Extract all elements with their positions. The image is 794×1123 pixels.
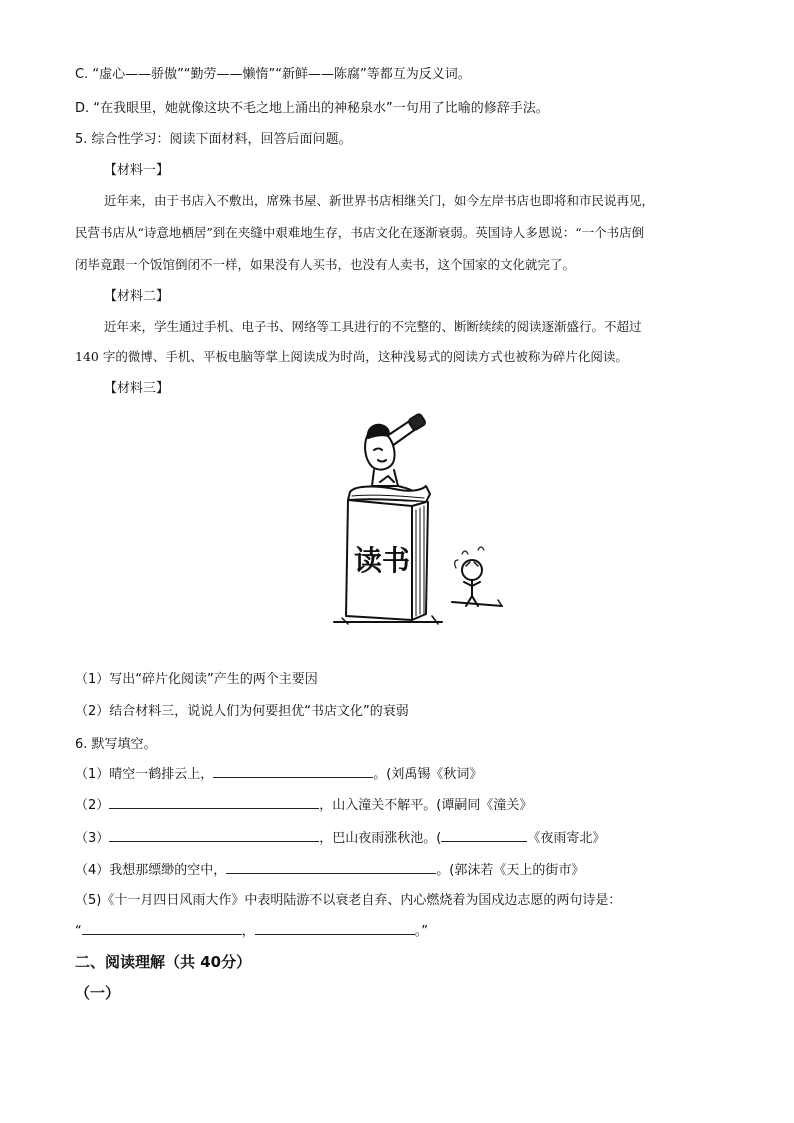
item3-prefix: （3）: [75, 831, 110, 846]
book-cover-text: 读书: [354, 544, 411, 577]
material1-heading: 【材料一】: [104, 163, 170, 178]
reading-cartoon-illustration: [322, 410, 512, 632]
q5-sub2: （2）结合材料三，说说人们为何要担优“书店文化”的衰弱: [75, 704, 409, 719]
q6-item4: [75, 860, 584, 880]
option-c: C. “虚心——骄傲”“勤劳——懒惰”“新鲜——陈腐”等都互为反义词。: [75, 67, 471, 82]
item1-suffix: 。(刘禹锡《秋词》: [373, 767, 483, 782]
answer-blank[interactable]: [109, 795, 319, 809]
material1-line: 闭毕竟跟一个饭馆倒闭不一样，如果没有人买书，也没有人卖书，这个国家的文化就完了。: [75, 257, 576, 272]
item1-prefix: （1）晴空一鹤排云上，: [75, 767, 214, 782]
item3-middle: ，巴山夜雨涨秋池。(: [319, 831, 442, 846]
item4-suffix: 。(郭沫若《天上的街市》: [436, 863, 585, 878]
section-2-title: 二、阅读理解（共 40分）: [75, 953, 252, 971]
material1-line: 近年来，由于书店入不敷出，席殊书屋、新世界书店相继关门，如今左岸书店也即将和市民说再见，: [104, 193, 655, 208]
q6-item1: [75, 764, 482, 784]
section-2-subtitle: （一）: [75, 984, 121, 1002]
item2-suffix: ，山入潼关不解平。(谭嗣同《潼关》: [319, 798, 533, 813]
material2-line: 近年来，学生通过手机、电子书、网络等工具进行的不完整的、断断续续的阅读逐渐盛行。不超过: [104, 319, 642, 334]
answer-blank[interactable]: [226, 860, 436, 874]
item5-close-quote: 。”: [414, 924, 429, 939]
item2-prefix: （2）: [75, 798, 110, 813]
q6-title: 6. 默写填空。: [75, 737, 157, 752]
item5-open-quote: “: [75, 924, 82, 939]
answer-blank[interactable]: [213, 764, 373, 778]
item3-suffix: 《夜雨寄北》: [527, 831, 606, 846]
q6-item5: （5)《十一月四日风雨大作》中表明陆游不以衰老自弃、内心燃烧着为国戍边志愿的两句诗是：: [75, 893, 622, 908]
answer-blank[interactable]: [441, 828, 527, 842]
material2-heading: 【材料二】: [104, 289, 170, 304]
q5-sub1: （1）写出“碎片化阅读”产生的两个主要因: [75, 672, 318, 687]
material1-line: 民营书店从“诗意地栖居”到在夹缝中艰难地生存，书店文化在逐渐衰弱。英国诗人多恩说：“一个书店倒: [75, 225, 645, 240]
material3-heading: 【材料三】: [104, 381, 170, 396]
q6-item2: [75, 795, 532, 815]
item5-comma: ，: [241, 924, 255, 939]
q6-item5-answer: [75, 921, 428, 941]
q5-title: 5. 综合性学习：阅读下面材料，回答后面问题。: [75, 132, 352, 147]
item4-prefix: （4）我想那缥缈的空中，: [75, 863, 227, 878]
answer-blank[interactable]: [82, 921, 242, 935]
material2-line: 140 字的微博、手机、平板电脑等掌上阅读成为时尚，这种浅易式的阅读方式也被称为碎片化阅读。: [75, 349, 628, 364]
answer-blank[interactable]: [109, 828, 319, 842]
answer-blank[interactable]: [255, 921, 415, 935]
q6-item3: [75, 828, 605, 848]
option-d: D. “在我眼里，她就像这块不毛之地上涌出的神秘泉水”一句用了比喻的修辞手法。: [75, 101, 549, 116]
